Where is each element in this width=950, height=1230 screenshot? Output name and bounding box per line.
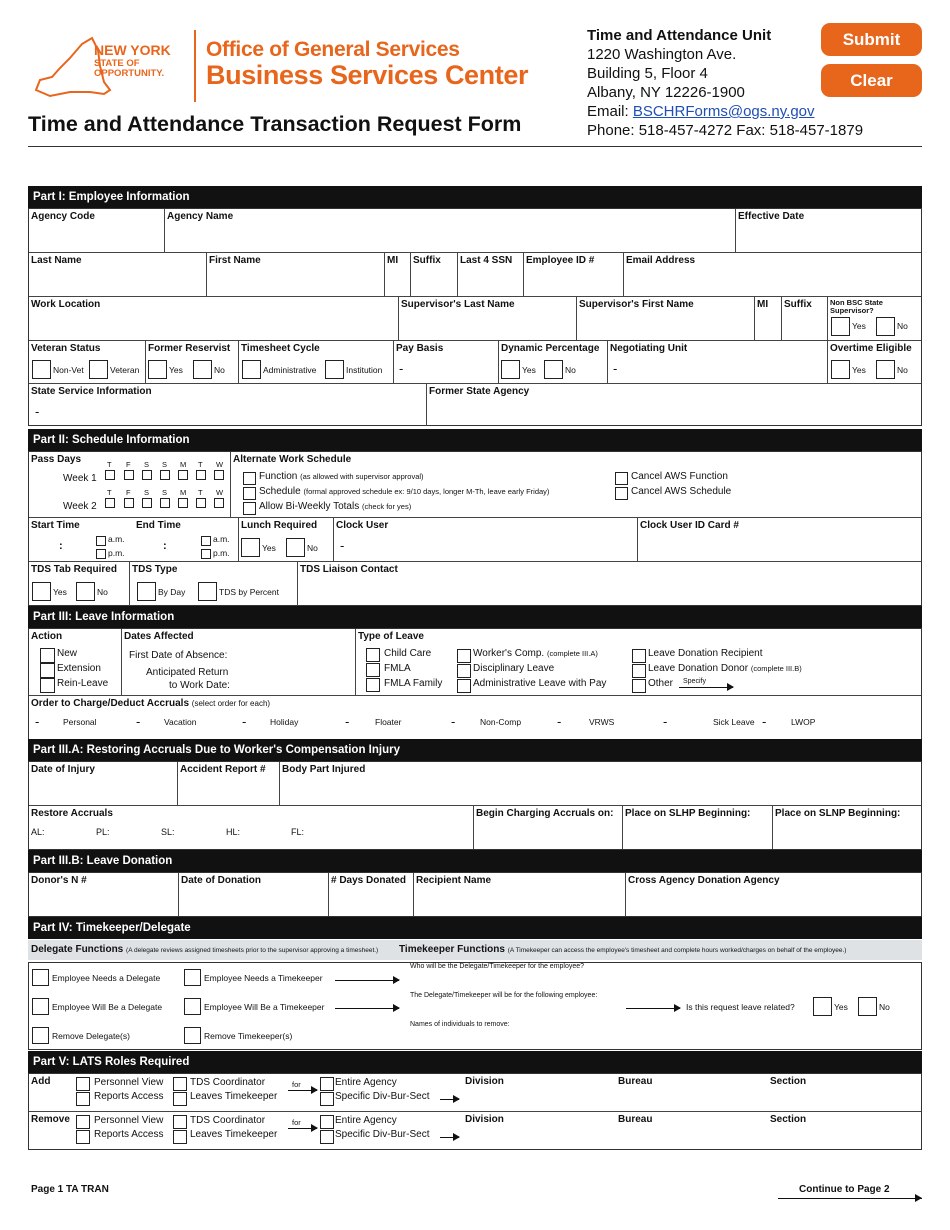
week2-day-checkbox[interactable] xyxy=(214,498,224,508)
add-tds-coordinator-checkbox[interactable] xyxy=(173,1077,187,1091)
week1-day-checkbox[interactable] xyxy=(214,470,224,480)
delegate-for-question: The Delegate/Timekeeper will be for the following employee: xyxy=(410,992,598,999)
remove-entire-agency-checkbox[interactable] xyxy=(320,1115,334,1129)
contact-addr1: 1220 Washington Ave. xyxy=(587,46,737,63)
timesheet-cycle-label: Timesheet Cycle xyxy=(241,343,320,354)
ld-recipient-label: Leave Donation Recipient xyxy=(648,648,763,659)
day-letter: M xyxy=(180,460,187,469)
start-time-colon: : xyxy=(59,540,63,552)
reservist-yes-label: Yes xyxy=(169,365,183,375)
add-personnel-view-label: Personnel View xyxy=(94,1077,164,1088)
day-letter: S xyxy=(144,488,150,497)
fmla-family-label: FMLA Family xyxy=(384,678,443,689)
fl-label: FL: xyxy=(291,827,305,837)
page-label: Page 1 TA TRAN xyxy=(31,1184,109,1195)
logo-line2: STATE OF xyxy=(94,58,140,69)
week2-label: Week 2 xyxy=(63,501,97,512)
administrative-label: Administrative xyxy=(263,365,317,375)
non-bsc-yes-checkbox[interactable] xyxy=(831,317,850,336)
state-service-label: State Service Information xyxy=(31,386,152,397)
add-division-label: Division xyxy=(465,1076,504,1087)
day-letter: F xyxy=(126,488,131,497)
part2-header: Part II: Schedule Information xyxy=(28,429,922,451)
lunch-no-checkbox[interactable] xyxy=(286,538,305,557)
pay-basis-label: Pay Basis xyxy=(396,343,444,354)
week2-day-checkbox[interactable] xyxy=(124,498,134,508)
aws-schedule-label: Schedule (formal approved schedule ex: 9/10 days, longer M-Th, leave early Friday) xyxy=(259,486,550,497)
ld-donor-checkbox[interactable] xyxy=(632,664,646,678)
contact-email-link[interactable]: BSCHRForms@ogs.ny.gov xyxy=(632,103,815,120)
disciplinary-label: Disciplinary Leave xyxy=(473,663,555,674)
veteran-status-label: Veteran Status xyxy=(31,343,101,354)
remove-delegate-label: Remove Delegate(s) xyxy=(52,1031,130,1041)
specify-label: Specify xyxy=(683,678,706,685)
week1-day-checkbox[interactable] xyxy=(142,470,152,480)
add-tds-coordinator-label: TDS Coordinator xyxy=(190,1077,266,1088)
remove-timekeeper-checkbox[interactable] xyxy=(184,1027,201,1044)
arrow-right-icon xyxy=(335,1008,399,1009)
org-name-line2: Business Services Center xyxy=(206,60,529,90)
day-letter: T xyxy=(107,488,112,497)
week1-day-checkbox[interactable] xyxy=(105,470,115,480)
child-care-checkbox[interactable] xyxy=(366,648,380,662)
add-specific-dbs-checkbox[interactable] xyxy=(320,1092,334,1106)
specify-arrow-icon xyxy=(679,687,733,688)
dynamic-yes-checkbox[interactable] xyxy=(501,360,520,379)
will-be-timekeeper-label: Employee Will Be a Timekeeper xyxy=(204,1002,325,1012)
start-am-label: a.m. xyxy=(108,534,125,544)
tds-type-label: TDS Type xyxy=(132,564,178,575)
will-be-delegate-checkbox[interactable] xyxy=(32,998,49,1015)
lunch-yes-label: Yes xyxy=(262,543,276,553)
remove-division-label: Division xyxy=(465,1114,504,1125)
remove-leaves-timekeeper-checkbox[interactable] xyxy=(173,1130,187,1144)
dynamic-no-checkbox[interactable] xyxy=(544,360,563,379)
add-entire-agency-checkbox[interactable] xyxy=(320,1077,334,1091)
former-agency-label: Former State Agency xyxy=(429,386,530,397)
remove-row-label: Remove xyxy=(31,1114,70,1125)
add-for-label: for xyxy=(292,1080,301,1089)
accrual-label: Floater xyxy=(375,717,402,727)
remove-bureau-label: Bureau xyxy=(618,1114,653,1125)
supervisor-first-label: Supervisor's First Name xyxy=(579,299,694,310)
pl-label: PL: xyxy=(96,827,110,837)
logo-line1: NEW YORK xyxy=(94,42,171,58)
dates-affected-label: Dates Affected xyxy=(124,631,194,642)
week1-label: Week 1 xyxy=(63,473,97,484)
day-letter: S xyxy=(162,460,168,469)
leave-related-no-label: No xyxy=(879,1002,890,1012)
remove-names-question: Names of individuals to remove: xyxy=(410,1021,510,1028)
aws-biweekly-checkbox[interactable] xyxy=(243,502,256,515)
fmla-checkbox[interactable] xyxy=(366,663,380,677)
veteran-checkbox[interactable] xyxy=(89,360,108,379)
week2-day-checkbox[interactable] xyxy=(196,498,206,508)
accrual-label: Non-Comp xyxy=(480,717,522,727)
clock-user-label: Clock User xyxy=(336,520,389,531)
tds-tab-label: TDS Tab Required xyxy=(31,564,117,575)
action-extension-checkbox[interactable] xyxy=(40,663,55,678)
accrual-order-select[interactable]: - xyxy=(557,714,562,729)
slnp-label: Place on SLNP Beginning: xyxy=(775,808,901,819)
remove-delegate-checkbox[interactable] xyxy=(32,1027,49,1044)
non-vet-checkbox[interactable] xyxy=(32,360,51,379)
end-pm-checkbox[interactable] xyxy=(201,549,211,559)
type-of-leave-label: Type of Leave xyxy=(358,631,424,642)
week2-day-checkbox[interactable] xyxy=(178,498,188,508)
suffix-label: Suffix xyxy=(413,255,441,266)
leave-related-no-checkbox[interactable] xyxy=(858,997,877,1016)
org-name-line1: Office of General Services xyxy=(206,38,460,61)
add-leaves-timekeeper-label: Leaves Timekeeper xyxy=(190,1091,278,1102)
day-letter: S xyxy=(162,488,168,497)
part3-header: Part III: Leave Information xyxy=(28,606,922,628)
admin-leave-label: Administrative Leave with Pay xyxy=(473,678,607,689)
institution-label: Institution xyxy=(346,365,383,375)
reservist-no-checkbox[interactable] xyxy=(193,360,212,379)
will-be-delegate-label: Employee Will Be a Delegate xyxy=(52,1002,163,1012)
ot-yes-checkbox[interactable] xyxy=(831,360,850,379)
slhp-label: Place on SLHP Beginning: xyxy=(625,808,751,819)
hl-label: HL: xyxy=(226,827,241,837)
tds-tab-no-checkbox[interactable] xyxy=(76,582,95,601)
reservist-no-label: No xyxy=(214,365,225,375)
last-name-label: Last Name xyxy=(31,255,82,266)
remove-section-label: Section xyxy=(770,1114,807,1125)
part3b-header: Part III.B: Leave Donation xyxy=(28,850,922,872)
day-letter: F xyxy=(126,460,131,469)
action-new-label: New xyxy=(57,648,78,659)
leave-related-question: Is this request leave related? xyxy=(686,1002,795,1012)
day-letter: W xyxy=(216,488,224,497)
ot-no-label: No xyxy=(897,365,908,375)
donor-n-label: Donor's N # xyxy=(31,875,87,886)
contact-addr3: Albany, NY 12226-1900 xyxy=(587,84,745,101)
add-entire-agency-label: Entire Agency xyxy=(335,1077,397,1088)
dynamic-no-label: No xyxy=(565,365,576,375)
week2-day-checkbox[interactable] xyxy=(142,498,152,508)
negotiating-unit-select[interactable]: - xyxy=(613,361,618,376)
add-row-label: Add xyxy=(31,1076,51,1087)
accrual-label: Holiday xyxy=(270,717,299,727)
leave-related-yes-checkbox[interactable] xyxy=(813,997,832,1016)
cross-agency-label: Cross Agency Donation Agency xyxy=(628,875,780,886)
remove-specific-dbs-label: Specific Div-Bur-Sect xyxy=(335,1129,430,1140)
day-letter: W xyxy=(216,460,224,469)
remove-personnel-view-label: Personnel View xyxy=(94,1115,164,1126)
week1-day-checkbox[interactable] xyxy=(178,470,188,480)
aws-schedule-checkbox[interactable] xyxy=(243,487,256,500)
add-reports-access-checkbox[interactable] xyxy=(76,1092,90,1106)
fmla-family-checkbox[interactable] xyxy=(366,678,380,692)
admin-leave-checkbox[interactable] xyxy=(457,679,471,693)
needs-delegate-checkbox[interactable] xyxy=(32,969,49,986)
restore-accruals-label: Restore Accruals xyxy=(31,808,113,819)
logo-divider xyxy=(194,30,196,102)
will-be-timekeeper-checkbox[interactable] xyxy=(184,998,201,1015)
non-bsc-no-label: No xyxy=(897,321,908,331)
logo-line3: OPPORTUNITY. xyxy=(94,68,165,79)
cancel-aws-function-label: Cancel AWS Function xyxy=(631,471,728,482)
date-of-injury-label: Date of Injury xyxy=(31,764,95,775)
action-label: Action xyxy=(31,631,63,642)
aws-function-label: Function (as allowed with supervisor approval) xyxy=(259,471,424,482)
accrual-label: Vacation xyxy=(164,717,197,727)
add-section-label: Section xyxy=(770,1076,807,1087)
delegate-who-question: Who will be the Delegate/Timekeeper for the employee? xyxy=(410,963,585,970)
part1-header: Part I: Employee Information xyxy=(28,186,922,208)
week1-day-checkbox[interactable] xyxy=(124,470,134,480)
workers-comp-checkbox[interactable] xyxy=(457,649,471,663)
remove-tds-coordinator-checkbox[interactable] xyxy=(173,1115,187,1129)
remove-personnel-view-checkbox[interactable] xyxy=(76,1115,90,1129)
email-address-label: Email Address xyxy=(626,255,696,266)
remove-entire-agency-label: Entire Agency xyxy=(335,1115,397,1126)
other-leave-checkbox[interactable] xyxy=(632,679,646,693)
non-bsc-supervisor-label: Non BSC State Supervisor? xyxy=(830,298,883,315)
contact-phone: Phone: 518-457-4272 Fax: 518-457-1879 xyxy=(587,122,864,139)
aws-function-checkbox[interactable] xyxy=(243,472,256,485)
ot-no-checkbox[interactable] xyxy=(876,360,895,379)
institution-checkbox[interactable] xyxy=(325,360,344,379)
continue-label: Continue to Page 2 xyxy=(799,1184,890,1195)
add-leaves-timekeeper-checkbox[interactable] xyxy=(173,1092,187,1106)
arrow-right-icon xyxy=(440,1099,459,1100)
ld-donor-label: Leave Donation Donor (complete III.B) xyxy=(648,663,802,674)
action-reinleave-label: Rein-Leave xyxy=(57,678,109,689)
recipient-name-label: Recipient Name xyxy=(416,875,492,886)
effective-date-label: Effective Date xyxy=(738,211,805,222)
day-letter: T xyxy=(198,460,203,469)
accrual-label: Sick Leave xyxy=(713,717,755,727)
accrual-label: LWOP xyxy=(791,717,816,727)
clock-card-label: Clock User ID Card # xyxy=(640,520,739,531)
mi-label-2: MI xyxy=(757,299,769,310)
cancel-aws-schedule-label: Cancel AWS Schedule xyxy=(631,486,732,497)
employee-id-label: Employee ID # xyxy=(526,255,595,266)
needs-delegate-label: Employee Needs a Delegate xyxy=(52,973,161,983)
cancel-aws-function-checkbox[interactable] xyxy=(615,472,628,485)
add-bureau-label: Bureau xyxy=(618,1076,653,1087)
clear-button[interactable]: Clear xyxy=(821,64,922,97)
contact-email-label: Email: xyxy=(587,103,633,120)
week1-day-checkbox[interactable] xyxy=(196,470,206,480)
arrow-right-icon xyxy=(288,1128,317,1129)
donation-date-label: Date of Donation xyxy=(181,875,261,886)
overtime-eligible-label: Overtime Eligible xyxy=(830,343,912,354)
al-label: AL: xyxy=(31,827,45,837)
to-work-label: to Work Date: xyxy=(169,680,230,691)
tds-tab-yes-checkbox[interactable] xyxy=(32,582,51,601)
day-letter: S xyxy=(144,460,150,469)
start-time-label: Start Time xyxy=(31,520,80,531)
reservist-yes-checkbox[interactable] xyxy=(148,360,167,379)
pay-basis-select[interactable]: - xyxy=(399,361,404,376)
action-new-checkbox[interactable] xyxy=(40,648,55,663)
week2-day-checkbox[interactable] xyxy=(105,498,115,508)
last4-ssn-label: Last 4 SSN xyxy=(460,255,513,266)
dynamic-percentage-label: Dynamic Percentage xyxy=(501,343,600,354)
part5-header: Part V: LATS Roles Required xyxy=(28,1051,922,1073)
non-vet-label: Non-Vet xyxy=(53,365,84,375)
remove-tds-coordinator-label: TDS Coordinator xyxy=(190,1115,266,1126)
administrative-checkbox[interactable] xyxy=(242,360,261,379)
tds-by-day-label: By Day xyxy=(158,587,186,597)
accrual-label: Personal xyxy=(63,717,97,727)
supervisor-last-label: Supervisor's Last Name xyxy=(401,299,515,310)
part3b-grid xyxy=(28,872,922,917)
accrual-order-select[interactable]: - xyxy=(663,714,668,729)
days-donated-label: # Days Donated xyxy=(331,875,407,886)
non-bsc-no-checkbox[interactable] xyxy=(876,317,895,336)
aws-biweekly-label: Allow Bi-Weekly Totals (check for yes) xyxy=(259,501,412,512)
tds-liaison-label: TDS Liaison Contact xyxy=(300,564,398,575)
arrow-right-icon xyxy=(626,1008,680,1009)
part4-grid xyxy=(28,962,922,1050)
fmla-label: FMLA xyxy=(384,663,411,674)
suffix-label-2: Suffix xyxy=(784,299,812,310)
state-service-select[interactable]: - xyxy=(35,404,40,419)
header-divider xyxy=(28,146,922,147)
non-bsc-yes-label: Yes xyxy=(852,321,866,331)
tds-by-pct-checkbox[interactable] xyxy=(198,582,217,601)
part3-grid xyxy=(28,628,922,740)
add-specific-dbs-label: Specific Div-Bur-Sect xyxy=(335,1091,430,1102)
needs-timekeeper-checkbox[interactable] xyxy=(184,969,201,986)
remove-reports-access-label: Reports Access xyxy=(94,1129,164,1140)
first-date-label: First Date of Absence: xyxy=(129,650,228,661)
former-reservist-label: Former Reservist xyxy=(148,343,231,354)
tds-tab-yes-label: Yes xyxy=(53,587,67,597)
first-name-label: First Name xyxy=(209,255,261,266)
form-title: Time and Attendance Transaction Request Form xyxy=(28,112,522,136)
child-care-label: Child Care xyxy=(384,648,432,659)
arrow-right-icon xyxy=(335,980,399,981)
accrual-order-select[interactable]: - xyxy=(136,714,141,729)
agency-code-label: Agency Code xyxy=(31,211,95,222)
submit-button[interactable]: Submit xyxy=(821,23,922,56)
part4-header: Part IV: Timekeeper/Delegate xyxy=(28,917,922,939)
tds-tab-no-label: No xyxy=(97,587,108,597)
pass-days-label: Pass Days xyxy=(31,454,82,465)
part2-grid xyxy=(28,451,922,606)
end-pm-label: p.m. xyxy=(213,548,230,558)
remove-specific-dbs-checkbox[interactable] xyxy=(320,1130,334,1144)
other-leave-label: Other xyxy=(648,678,674,689)
contact-unit: Time and Attendance Unit xyxy=(587,27,772,44)
part5-grid xyxy=(28,1073,922,1150)
mi-label: MI xyxy=(387,255,399,266)
remove-leaves-timekeeper-label: Leaves Timekeeper xyxy=(190,1129,278,1140)
action-reinleave-checkbox[interactable] xyxy=(40,678,55,693)
cancel-aws-schedule-checkbox[interactable] xyxy=(615,487,628,500)
remove-for-label: for xyxy=(292,1118,301,1127)
delegate-functions-heading: Delegate Functions (A delegate reviews assigned timesheets prior to the supervisor approving a timesheet.) xyxy=(31,944,379,955)
part1-grid xyxy=(28,208,922,426)
start-am-checkbox[interactable] xyxy=(96,536,106,546)
disciplinary-checkbox[interactable] xyxy=(457,664,471,678)
sl-label: SL: xyxy=(161,827,175,837)
veteran-label: Veteran xyxy=(110,365,140,375)
accrual-order-select[interactable]: - xyxy=(345,714,350,729)
remove-timekeeper-label: Remove Timekeeper(s) xyxy=(204,1031,293,1041)
negotiating-unit-label: Negotiating Unit xyxy=(610,343,688,354)
workers-comp-label: Worker's Comp. (complete III.A) xyxy=(473,648,598,659)
order-label: Order to Charge/Deduct Accruals (select order for each) xyxy=(31,698,271,709)
end-am-checkbox[interactable] xyxy=(201,536,211,546)
contact-addr2: Building 5, Floor 4 xyxy=(587,65,708,82)
day-letter: T xyxy=(107,460,112,469)
accrual-order-select[interactable]: - xyxy=(451,714,456,729)
work-location-label: Work Location xyxy=(31,299,101,310)
begin-charging-label: Begin Charging Accruals on: xyxy=(476,808,614,819)
end-time-label: End Time xyxy=(136,520,181,531)
start-pm-checkbox[interactable] xyxy=(96,549,106,559)
week2-day-checkbox[interactable] xyxy=(160,498,170,508)
action-extension-label: Extension xyxy=(57,663,101,674)
end-time-colon: : xyxy=(163,540,167,552)
needs-timekeeper-label: Employee Needs a Timekeeper xyxy=(204,973,323,983)
tds-by-pct-label: TDS by Percent xyxy=(219,587,279,597)
remove-reports-access-checkbox[interactable] xyxy=(76,1130,90,1144)
add-personnel-view-checkbox[interactable] xyxy=(76,1077,90,1091)
start-pm-label: p.m. xyxy=(108,548,125,558)
leave-related-yes-label: Yes xyxy=(834,1002,848,1012)
clock-user-select[interactable]: - xyxy=(340,538,345,553)
ld-recipient-checkbox[interactable] xyxy=(632,649,646,663)
body-part-label: Body Part Injured xyxy=(282,764,366,775)
accident-report-label: Accident Report # xyxy=(180,764,266,775)
ot-yes-label: Yes xyxy=(852,365,866,375)
day-letter: T xyxy=(198,488,203,497)
continue-arrow-icon xyxy=(778,1198,922,1199)
part3a-grid xyxy=(28,761,922,850)
add-reports-access-label: Reports Access xyxy=(94,1091,164,1102)
accrual-order-select[interactable]: - xyxy=(762,714,767,729)
tds-by-day-checkbox[interactable] xyxy=(137,582,156,601)
dynamic-yes-label: Yes xyxy=(522,365,536,375)
part3a-header: Part III.A: Restoring Accruals Due to Worker's Compensation Injury xyxy=(28,739,922,761)
end-am-label: a.m. xyxy=(213,534,230,544)
timekeeper-functions-heading: Timekeeper Functions (A Timekeeper can access the employee's timesheet and complete hours worked/charges on behalf of the employee.) xyxy=(399,944,847,955)
accrual-order-select[interactable]: - xyxy=(242,714,247,729)
anticipated-label: Anticipated Return xyxy=(146,667,229,678)
continue-arrowhead-icon xyxy=(915,1194,922,1202)
aws-label: Alternate Work Schedule xyxy=(233,454,352,465)
lunch-no-label: No xyxy=(307,543,318,553)
day-letter: M xyxy=(180,488,187,497)
accrual-order-select[interactable]: - xyxy=(35,714,40,729)
lunch-yes-checkbox[interactable] xyxy=(241,538,260,557)
week1-day-checkbox[interactable] xyxy=(160,470,170,480)
arrow-right-icon xyxy=(288,1090,317,1091)
arrow-right-icon xyxy=(440,1137,459,1138)
agency-name-label: Agency Name xyxy=(167,211,234,222)
lunch-required-label: Lunch Required xyxy=(241,520,318,531)
accrual-label: VRWS xyxy=(589,717,615,727)
